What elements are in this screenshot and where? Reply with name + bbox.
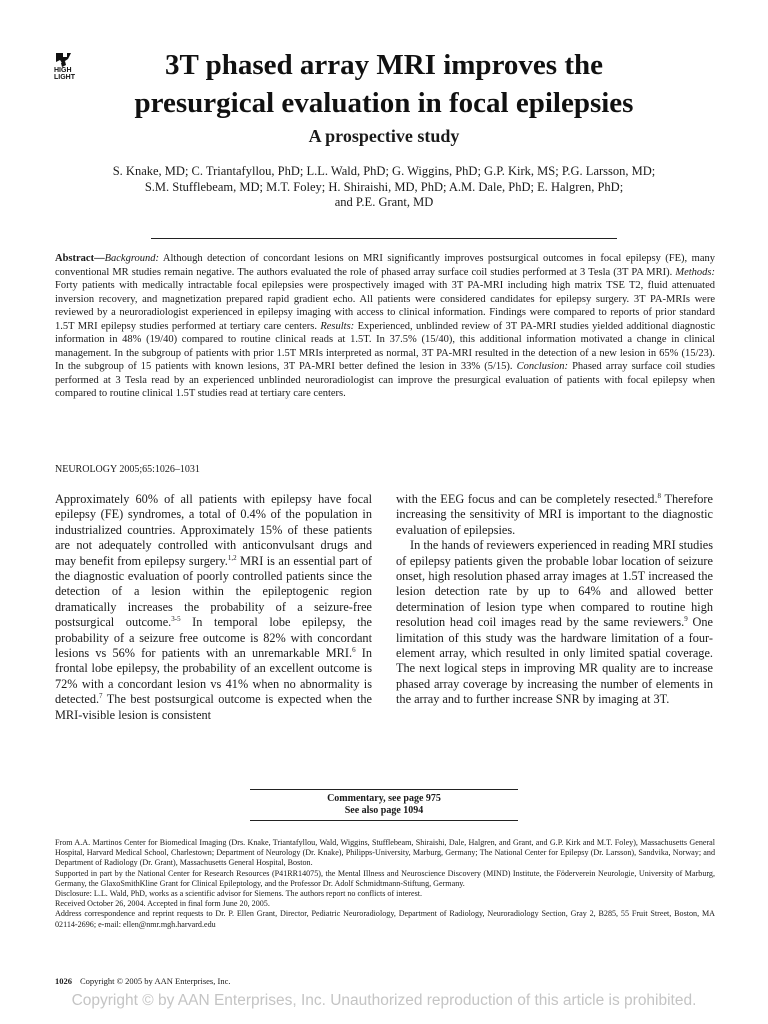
body-paragraph bbox=[396, 538, 713, 707]
results-text: Experienced, unblinded review of 3T PA-MRI studies yielded additional diagnostic information in 48% (19/40) compared to routine clinical reads at 1.5T. In 37.5% (15/40), this additional information motivated a change in clinical management. In the subgroup of patients with prior 1.5T MRIs interpreted as normal, 3T PA-MRI resulted in the detection of a new lesion in 65% (15/23). In the subgroup of 15 patients with known lesions, 3T PA-MRI better defined the lesion in 33% (5/15). bbox=[55, 320, 715, 372]
body-text: The best postsurgical outcome is expected when the MRI-visible lesion is consistent bbox=[55, 692, 372, 722]
body-text: In temporal lobe epilepsy, the probability of a seizure free outcome is 82% with concordant lesions vs 56% for patients with an unremarkable MRI. bbox=[55, 615, 372, 661]
conclusion-label: Conclusion: bbox=[516, 361, 568, 372]
cross-reference-box bbox=[250, 789, 518, 821]
reference-link[interactable]: 8 bbox=[657, 492, 662, 500]
svg-text:LIGHT: LIGHT bbox=[54, 74, 75, 81]
body-column-left bbox=[55, 492, 372, 723]
see-also-link[interactable]: See also page 1094 bbox=[344, 805, 424, 816]
body-text: MRI is an essential part of the diagnostic evaluation of poorly controlled patients since the detection of a lesion within the epileptogenic region dramatically increases the probability of a seizure-free postsurgical outcome. bbox=[55, 553, 372, 630]
results-label: Results: bbox=[320, 320, 355, 332]
page-footer bbox=[55, 976, 230, 986]
body-text: Approximately 60% of all patients with epilepsy have focal epilepsy (FE) syndromes, a total of 0.4% of the population in industrialized countries. Approximately 15% of these patients are not adequately controlled with anticonvulsant drugs and may benefit from epilepsy surgery. bbox=[55, 492, 372, 568]
body-paragraph bbox=[396, 492, 713, 538]
footnotes bbox=[55, 838, 715, 930]
copyright-watermark: Copyright © by AAN Enterprises, Inc. Unauthorized reproduction of this article is prohibited. bbox=[71, 992, 697, 1009]
background-label: Background: bbox=[104, 253, 160, 264]
funding-note: Supported in part by the National Center for Research Resources (P41RR14075), the Mental Illness and Neuroscience Discovery (MIND) Institute, the Föderverein Neurologie, University of Marburg, Germany, the GlaxoSmithKline Grant for Clinical Epileptology, and the Professor Dr. Adolf Schmidtmann-Stiftung, Germany. bbox=[55, 868, 715, 888]
copyright-line: Copyright © 2005 by AAN Enterprises, Inc. bbox=[80, 976, 231, 986]
body-text: In the hands of reviewers experienced in reading MRI studies of epilepsy patients given the probable lobar location of seizure onset, high resolution phased array images at 1.5T increased the lesion detection rate by up to 64% and allowed better determination of lesion type when compared to routine high resolution head coil images read by the same reviewers. bbox=[396, 538, 713, 630]
reference-link[interactable]: 3-5 bbox=[171, 615, 181, 624]
article-title-line-1: 3T phased array MRI improves the bbox=[165, 49, 603, 81]
received-note: Received October 26, 2004. Accepted in final form June 20, 2005. bbox=[55, 899, 270, 909]
svg-text:HIGH: HIGH bbox=[54, 67, 72, 74]
affiliations-note: From A.A. Martinos Center for Biomedical Imaging (Drs. Knake, Triantafyllou, Wald, Wiggins, Stufflebeam, Shiraishi, Dale, Halgren, and Grant, and G.P. Kirk and M.T. Foley), Massachusetts General Hospital, Harvard Medical School, Charlestown; Department of Neurology (Dr. Knake), Philipps-University, Marburg, Germany; The National Center for Epilepsy (Dr. Larsson), Sandvika, Norway; and Department of Radiology (Dr. Grant), Massachusetts General Hospital, Boston. bbox=[55, 838, 715, 868]
methods-text: Forty patients with medically intractable focal epilepsies were prospectively imaged with 3T PA-MRI including high matrix TSE T2, fluid attenuated inversion recovery, and magnetization prepared rapid gradient echo. All patients were considered candidates for epilepsy surgery. 3T PA-MRIs were reviewed by a neuroradiologist experienced in epilepsy imaging with access to clinical information. Findings were compared to reports of prior standard 1.5T MRI epilepsy studies performed at tertiary care centers. bbox=[55, 280, 715, 332]
body-text: with the EEG focus and can be completely resected. bbox=[396, 492, 658, 506]
reference-link[interactable]: 7 bbox=[99, 692, 103, 701]
page-number: 1026 bbox=[55, 976, 72, 986]
body-text: In frontal lobe epilepsy, the probability of an excellent outcome is 72% with a concordant lesion vs 41% when no abnormality is detected. bbox=[55, 646, 372, 707]
background-text: Although detection of concordant lesions on MRI significantly improves postsurgical outcomes in focal epilepsy (FE), many conventional MR studies remain negative. The authors evaluated the role of phased array surface coil studies performed at 3 Tesla (3T PA MRI). bbox=[55, 253, 715, 278]
author-line: and P.E. Grant, MD bbox=[334, 195, 434, 209]
correspondence-note: Address correspondence and reprint requests to Dr. P. Ellen Grant, Director, Pediatric Neuroradiology, Department of Radiology, Neuroradiology Section, Gray 2, B285, 55 Fruit Street, Boston, MA 02114-2696; e-mail: ellen@nmr.mgh.harvard.edu bbox=[55, 909, 715, 929]
conclusion-text: Phased array surface coil studies performed at 3 Tesla read by an experienced unblinded neuroradiologist can improve the presurgical evaluation of patients with focal epilepsy when compared to routine clinical 1.5T studies read at tertiary care centers. bbox=[55, 361, 715, 399]
abstract bbox=[55, 252, 715, 401]
reference-link[interactable]: 9 bbox=[684, 615, 688, 624]
author-line: S. Knake, MD; C. Triantafyllou, PhD; L.L. Wald, PhD; G. Wiggins, PhD; G.P. Kirk, MS; P.G. Larsson, MD; bbox=[112, 164, 656, 178]
disclosure-note: Disclosure: L.L. Wald, PhD, works as a scientific advisor for Siemens. The authors report no conflicts of interest. bbox=[55, 889, 423, 899]
author-list bbox=[40, 164, 728, 211]
author-line: S.M. Stufflebeam, MD; M.T. Foley; H. Shiraishi, MD, PhD; A.M. Dale, PhD; E. Halgren, PhD; bbox=[144, 179, 624, 194]
body-text: Therefore increasing the sensitivity of MRI is important to the diagnostic evaluation of epilepsies. bbox=[396, 492, 713, 537]
reference-link[interactable]: 1,2 bbox=[227, 553, 237, 562]
methods-label: Methods: bbox=[675, 266, 715, 278]
commentary-link[interactable]: Commentary, see page 975 bbox=[327, 793, 441, 804]
article-title-line-2: presurgical evaluation in focal epilepsies bbox=[134, 87, 634, 119]
reference-link[interactable]: 6 bbox=[352, 646, 356, 655]
article-subtitle: A prospective study bbox=[308, 126, 460, 146]
title-divider bbox=[151, 238, 617, 239]
abstract-label: Abstract— bbox=[55, 253, 105, 264]
body-text: One limitation of this study was the hardware limitation of a four-element array, which resulted in only limited spatial coverage. The next logical steps in improving MR quality are to increase phased array coverage by increasing the number of elements in the array and to further increase SNR by imaging at 3T. bbox=[396, 615, 714, 707]
journal-citation: NEUROLOGY 2005;65:1026–1031 bbox=[55, 464, 200, 475]
body-paragraph bbox=[55, 492, 372, 723]
body-column-right bbox=[396, 492, 713, 708]
